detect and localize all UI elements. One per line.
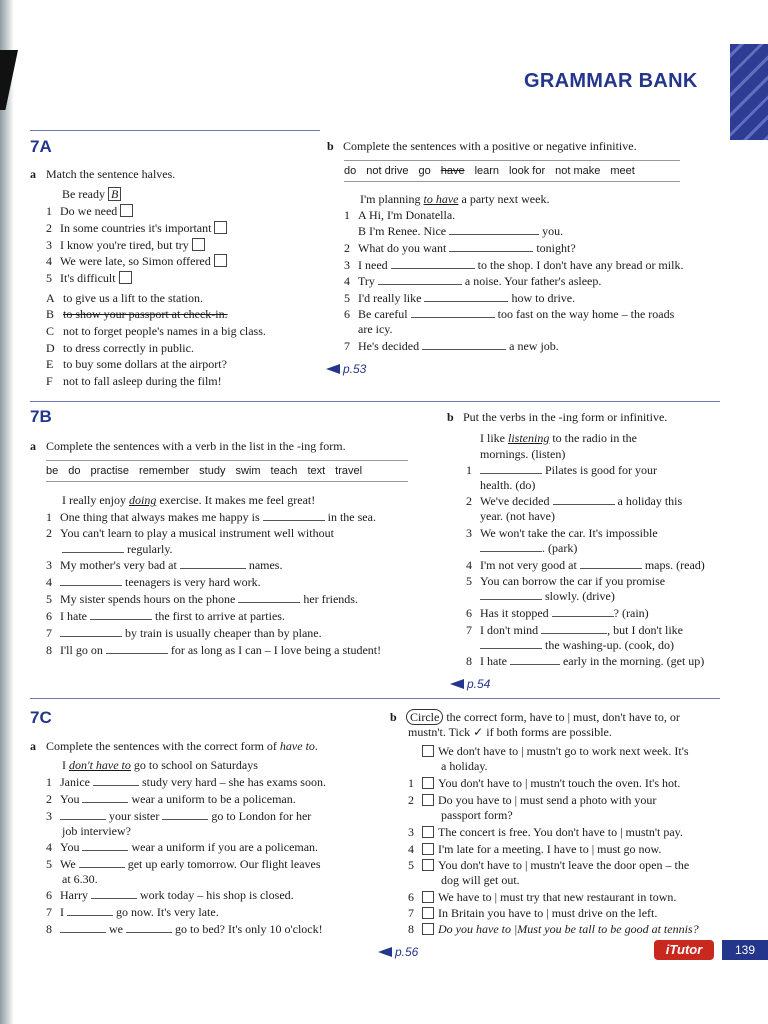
blank[interactable] — [552, 606, 614, 617]
blank[interactable] — [90, 609, 152, 620]
blank[interactable] — [82, 792, 128, 803]
7c-b-item-4: 4 I'm late for a meeting. I have to | must go now. — [408, 842, 662, 856]
7b-a-item-3: 3 My mother's very bad at names. — [46, 558, 283, 572]
7a-b-instruction: b Complete the sentences with a positive or negative infinitive. — [327, 139, 637, 153]
7b-a-item-2: 2 You can't learn to play a musical instrument well without — [46, 526, 334, 540]
7b-b-example: I like listening to the radio in the — [480, 431, 637, 445]
blank[interactable] — [422, 339, 506, 350]
blank[interactable] — [449, 224, 539, 235]
blank[interactable] — [91, 888, 137, 899]
answer-box[interactable] — [192, 238, 205, 251]
checkbox[interactable] — [422, 859, 434, 871]
7b-a-instruction: a Complete the sentences with a verb in the list in the -ing form. — [30, 439, 346, 453]
7c-b-example: We don't have to | mustn't go to work next week. It's — [422, 743, 689, 760]
7b-b-item-2: 2 We've decided a holiday this — [466, 494, 683, 508]
7c-b-item-3: 3 The concert is free. You don't have to | mustn't pay. — [408, 825, 683, 839]
blank[interactable] — [60, 626, 122, 637]
blank[interactable] — [67, 905, 113, 916]
7a-b-item-6: 6 Be careful too fast on the way home – the roads — [344, 307, 675, 321]
7c-a-item-3: 3 your sister go to London for her — [46, 809, 312, 823]
7a-b-item-6-cont: are icy. — [358, 322, 393, 336]
blank[interactable] — [424, 291, 508, 302]
7b-b-item-8: 8 I hate early in the morning. (get up) — [466, 654, 705, 668]
7a-item-1: 1 Do we need — [46, 203, 133, 220]
blank[interactable] — [378, 274, 462, 285]
7a-item-3: 3 I know you're tired, but try — [46, 237, 205, 254]
7b-b-item-5: 5 You can borrow the car if you promise — [466, 574, 666, 588]
7c-a-item-2: 2 You wear a uniform to be a policeman. — [46, 792, 296, 806]
blank[interactable] — [162, 809, 208, 820]
7a-option-e: E to buy some dollars at the airport? — [46, 357, 227, 371]
blank[interactable] — [180, 558, 246, 569]
7b-page-ref[interactable]: p.54 — [450, 677, 490, 691]
section-7b-heading: 7B — [30, 407, 52, 426]
7b-b-item-7-cont: the washing-up. (cook, do) — [480, 637, 674, 654]
7b-b-item-6: 6 Has it stopped ? (rain) — [466, 606, 649, 620]
7c-b-item-2-cont: passport form? — [441, 808, 513, 822]
7b-example: I really enjoy doing exercise. It makes me feel great! — [62, 493, 316, 507]
7b-b-item-3-cont: . (park) — [480, 540, 577, 557]
divider — [30, 130, 320, 131]
answer-box[interactable] — [214, 254, 227, 267]
7c-a-item-8: 8 we go to bed? It's only 10 o'clock! — [46, 922, 323, 936]
7c-a-item-5-cont: at 6.30. — [62, 872, 98, 886]
7b-b-item-1-cont: health. (do) — [480, 478, 536, 492]
7c-b-item-6: 6 We have to | must try that new restaurant in town. — [408, 890, 677, 904]
7a-example: Be ready B — [62, 186, 121, 203]
blank[interactable] — [126, 922, 172, 933]
7c-b-item-5-cont: dog will get out. — [441, 873, 520, 887]
checkbox[interactable] — [422, 745, 434, 757]
7c-b-item-1: 1 You don't have to | mustn't touch the oven. It's hot. — [408, 776, 681, 790]
7b-b-item-2-cont: year. (not have) — [480, 509, 555, 523]
7c-example: I don't have to go to school on Saturdays — [62, 758, 258, 772]
7a-b-item-7: 7 He's decided a new job. — [344, 339, 559, 353]
blank[interactable] — [553, 494, 615, 505]
7c-b-item-8: 8 Do you have to |Must you be tall to be good at tennis? — [408, 922, 699, 936]
7a-b-item-3: 3 I need to the shop. I don't have any bread or milk. — [344, 258, 684, 272]
blank[interactable] — [106, 643, 168, 654]
checkbox[interactable] — [422, 891, 434, 903]
7b-a-item-4: 4 teenagers is very hard work. — [46, 575, 261, 589]
blank[interactable] — [480, 638, 542, 649]
answer-box[interactable] — [120, 204, 133, 217]
7c-b-item-5: 5 You don't have to | mustn't leave the door open – the — [408, 858, 690, 872]
7c-b-instruction: b Circle the correct form, have to | must, don't have to, or — [390, 710, 680, 724]
7b-b-example-cont: mornings. (listen) — [480, 447, 566, 461]
7a-option-b: B to show your passport at check-in. — [46, 307, 228, 321]
arrow-left-icon — [326, 364, 340, 374]
answer-box[interactable] — [214, 221, 227, 234]
7b-b-instruction: b Put the verbs in the -ing form or infinitive. — [447, 410, 668, 424]
checkbox[interactable] — [422, 923, 434, 935]
7b-b-item-1: 1 Pilates is good for your — [466, 463, 657, 477]
header-stripes — [730, 44, 768, 140]
arrow-left-icon — [450, 679, 464, 689]
7c-a-item-4: 4 You wear a uniform if you are a policeman. — [46, 840, 319, 854]
7c-page-ref[interactable]: p.56 — [378, 945, 418, 959]
blank[interactable] — [82, 840, 128, 851]
7c-a-item-3-cont: job interview? — [62, 824, 131, 838]
divider — [30, 698, 720, 699]
checkbox[interactable] — [422, 843, 434, 855]
7c-b-example-cont: a holiday. — [441, 759, 488, 773]
section-7a-heading: 7A — [30, 137, 52, 156]
7c-a-item-5: 5 We get up early tomorrow. Our flight leaves — [46, 857, 321, 871]
7b-a-item-2-cont: regularly. — [62, 541, 173, 558]
blank[interactable] — [510, 654, 560, 665]
7a-option-d: D to dress correctly in public. — [46, 341, 194, 355]
blank[interactable] — [60, 575, 122, 586]
7a-item-4: 4 We were late, so Simon offered — [46, 253, 227, 270]
7b-b-item-3: 3 We won't take the car. It's impossible — [466, 526, 658, 540]
checkbox[interactable] — [422, 826, 434, 838]
blank[interactable] — [411, 307, 495, 318]
blank[interactable] — [449, 241, 533, 252]
page-number: 139 — [722, 940, 768, 960]
blank[interactable] — [62, 542, 124, 553]
blank[interactable] — [480, 589, 542, 600]
checkbox[interactable] — [422, 794, 434, 806]
7c-a-item-1: 1 Janice study very hard – she has exams soon. — [46, 775, 326, 789]
divider — [30, 401, 720, 402]
7c-a-item-7: 7 I go now. It's very late. — [46, 905, 219, 919]
blank[interactable] — [480, 541, 542, 552]
checkbox[interactable] — [422, 777, 434, 789]
book-spine-shadow — [0, 0, 14, 1024]
answer-box[interactable] — [119, 271, 132, 284]
7a-b-item-4: 4 Try a noise. Your father's asleep. — [344, 274, 602, 288]
7b-a-item-7: 7 by train is usually cheaper than by plane. — [46, 626, 322, 640]
blank[interactable] — [263, 510, 325, 521]
blank[interactable] — [79, 857, 125, 868]
7a-b-item-2: 2 What do you want tonight? — [344, 241, 576, 255]
blank[interactable] — [93, 775, 139, 786]
7b-a-item-5: 5 My sister spends hours on the phone her friends. — [46, 592, 358, 606]
7c-a-item-6: 6 Harry work today – his shop is closed. — [46, 888, 294, 902]
7a-b-item-1a: 1 A Hi, I'm Donatella. — [344, 208, 456, 222]
page-title: GRAMMAR BANK — [524, 70, 698, 92]
blank[interactable] — [60, 809, 106, 820]
7a-item-2: 2 In some countries it's important — [46, 220, 227, 237]
7a-b-item-1b: B I'm Renee. Nice you. — [358, 224, 564, 238]
7a-a-instruction: a Match the sentence halves. — [30, 167, 176, 181]
blank[interactable] — [238, 592, 300, 603]
7a-b-item-5: 5 I'd really like how to drive. — [344, 291, 576, 305]
blank[interactable] — [580, 558, 642, 569]
arrow-left-icon — [378, 947, 392, 957]
7c-b-item-7: 7 In Britain you have to | must drive on the left. — [408, 906, 658, 920]
7a-option-c: C not to forget people's names in a big class. — [46, 324, 266, 338]
7b-b-item-4: 4 I'm not very good at maps. (read) — [466, 558, 705, 572]
blank[interactable] — [391, 258, 475, 269]
7a-word-box: do not drive go have learn look for not make meet — [344, 160, 680, 182]
7c-a-instruction: a Complete the sentences with the correct form of have to. — [30, 739, 318, 753]
section-7c-heading: 7C — [30, 708, 52, 727]
blank[interactable] — [60, 922, 106, 933]
7b-a-item-6: 6 I hate the first to arrive at parties. — [46, 609, 285, 623]
7a-option-f: F not to fall asleep during the film! — [46, 374, 222, 388]
blank[interactable] — [541, 623, 607, 634]
7b-b-item-5-cont: slowly. (drive) — [480, 588, 615, 605]
7b-word-box: be do practise remember study swim teach text travel — [46, 460, 408, 482]
7a-option-a: A to give us a lift to the station. — [46, 291, 203, 305]
7a-b-example: I'm planning to have a party next week. — [360, 192, 550, 206]
7c-b-instruction-cont: mustn't. Tick ✓ if both forms are possible. — [408, 725, 612, 739]
7b-a-item-8: 8 I'll go on for as long as I can – I love being a student! — [46, 643, 382, 657]
7a-item-5: 5 It's difficult — [46, 270, 132, 287]
7b-a-item-1: 1 One thing that always makes me happy is in the sea. — [46, 510, 376, 524]
7c-b-item-2: 2 Do you have to | must send a photo with your — [408, 793, 657, 807]
7a-page-ref[interactable]: p.53 — [326, 362, 366, 376]
7b-b-item-7: 7 I don't mind , but I don't like — [466, 623, 683, 637]
blank[interactable] — [480, 463, 542, 474]
checkbox[interactable] — [422, 907, 434, 919]
itutor-logo[interactable]: iTutor — [654, 940, 714, 960]
